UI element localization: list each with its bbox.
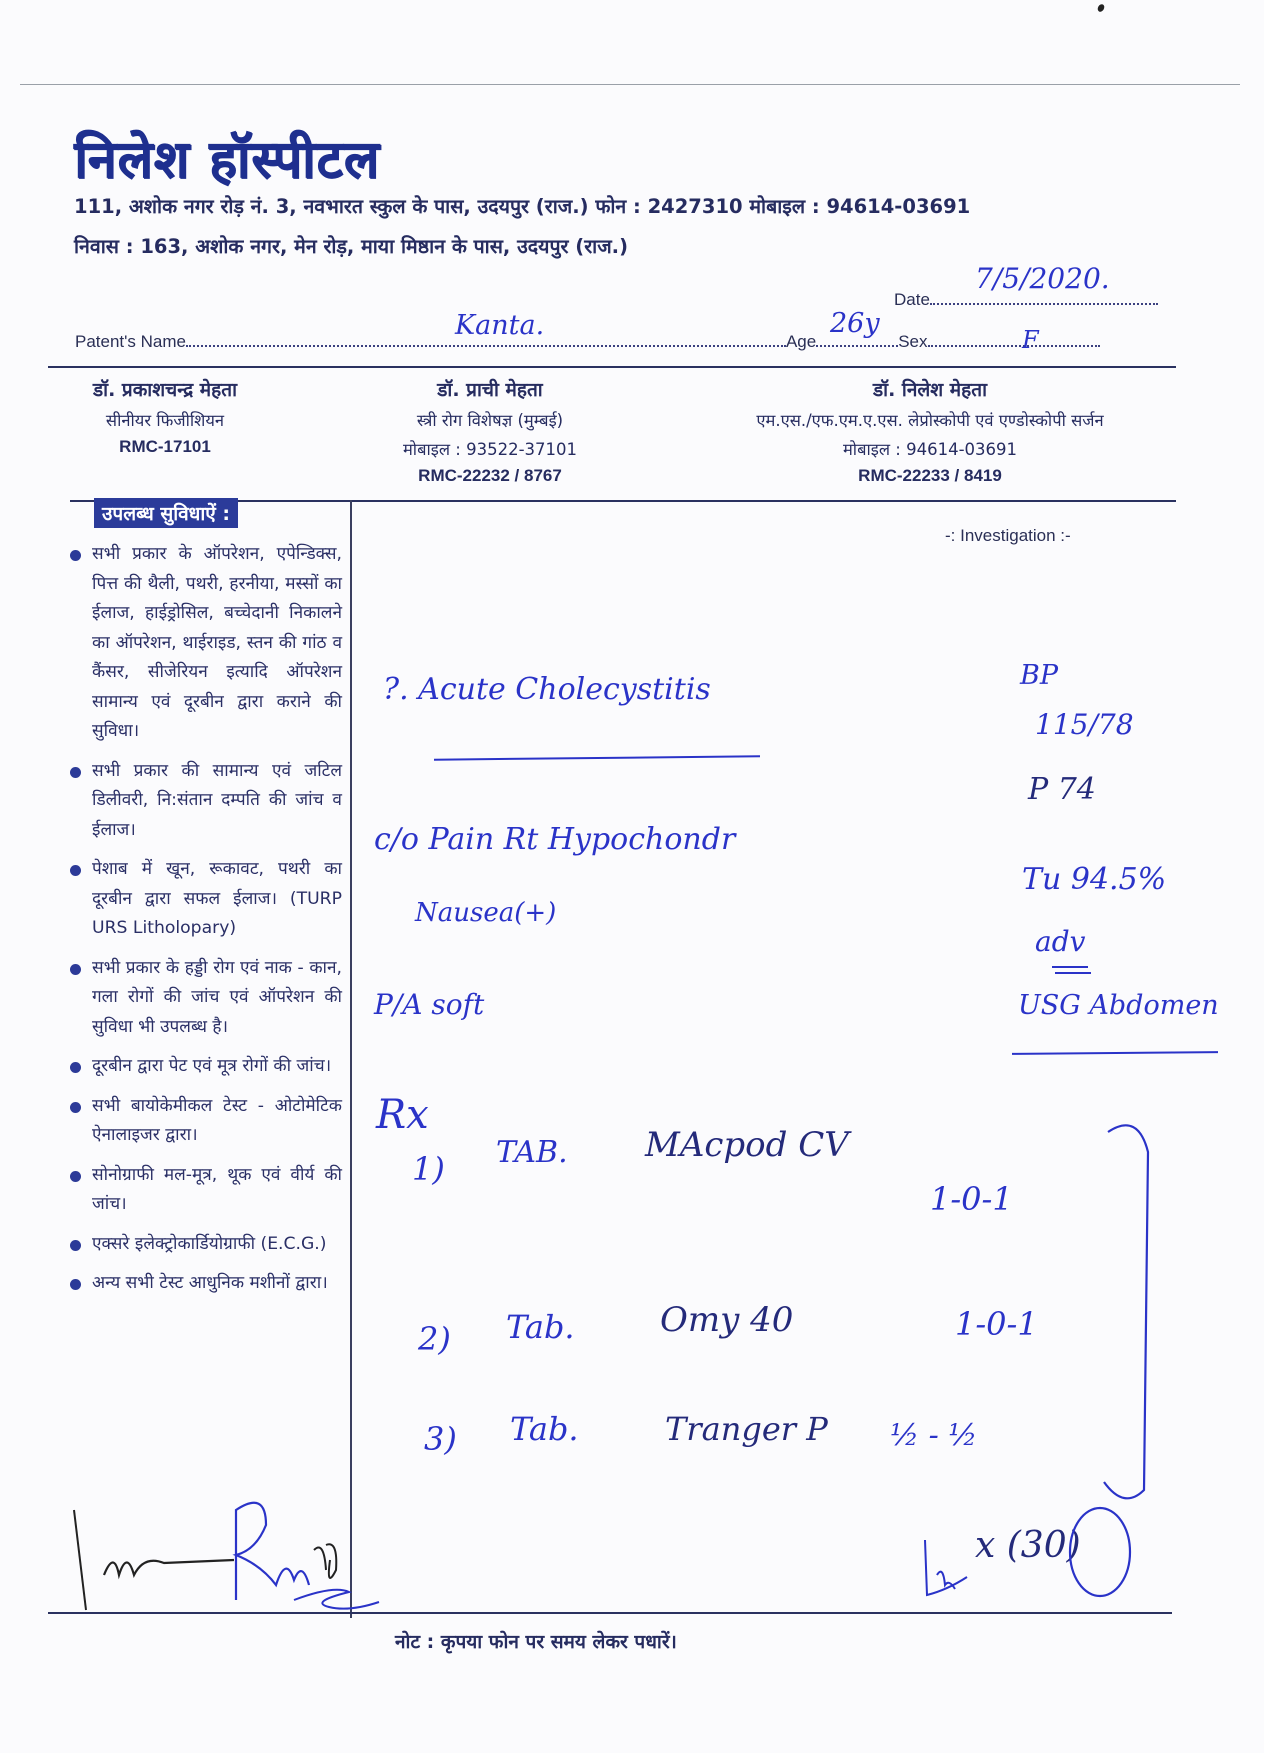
footer-divider — [48, 1612, 1172, 1614]
residence-address: निवास : 163, अशोक नगर, मेन रोड़, माया मिष्ठान के पास, उदयपुर (राज.) — [74, 235, 629, 258]
bullet-icon — [70, 1240, 81, 1251]
age-label: Age — [785, 332, 817, 351]
doctor-title: स्त्री रोग विशेषज्ञ (मुम्बई) — [416, 411, 564, 430]
rx-item-form: Tab. — [506, 1308, 575, 1346]
footer-note: नोट : कृपया फोन पर समय लेकर पधारें। — [395, 1631, 677, 1653]
facility-item: सभी बायोकेमीकल टेस्ट - ओटोमेटिक ऐनालाइजर द्वारा। — [66, 1092, 342, 1151]
ink-dot — [1096, 3, 1105, 13]
hospital-name: निलेश हॉस्पीटल — [74, 130, 380, 190]
sex-value: F — [1022, 326, 1039, 354]
doctor-signature — [64, 1490, 384, 1620]
advice-text: USG Abdomen — [1018, 990, 1219, 1021]
rx-item-form: Tab. — [510, 1410, 579, 1448]
doctor-block-3 — [700, 376, 1160, 486]
advice-label: adv — [1035, 925, 1086, 958]
vital-spo2: Tu 94.5% — [1022, 862, 1167, 897]
doctor-rmc: RMC-22232 / 8767 — [418, 466, 562, 485]
age-value: 26y — [830, 308, 880, 339]
facilities-heading: उपलब्ध सुविधाऐं : — [94, 498, 238, 528]
doctor-name: डॉ. निलेश मेहता — [872, 379, 987, 401]
bullet-icon — [70, 1062, 81, 1073]
rx-item-form: TAB. — [496, 1135, 568, 1170]
date-label: Date — [894, 290, 930, 309]
bullet-icon — [70, 550, 81, 561]
patient-label: Patent's Name — [75, 332, 186, 351]
rx-item-drug: Omy 40 — [660, 1300, 794, 1340]
hospital-address: 111, अशोक नगर रोड़ नं. 3, नवभारत स्कुल के पास, उदयपुर (राज.) फोन : 2427310 मोबाइल : 94614-03691 — [74, 195, 971, 218]
doctor-rmc: RMC-22233 / 8419 — [858, 466, 1002, 485]
bullet-icon — [70, 964, 81, 975]
vital-pulse: P 74 — [1028, 772, 1096, 807]
duration-circle — [1050, 1500, 1160, 1610]
doctor-name: डॉ. प्राची मेहता — [437, 379, 543, 401]
advice-underline-2 — [1055, 972, 1091, 974]
column-divider — [350, 500, 352, 1618]
paper-top-edge — [20, 84, 1240, 85]
facility-item: पेशाब में खून, रूकावट, पथरी का दूरबीन द्वारा सफल ईलाज। (TURP URS Litholopary) — [66, 855, 342, 944]
doctor-title: एम.एस./एफ.एम.ए.एस. लेप्रोस्कोपी एवं एण्डोस्कोपी सर्जन — [756, 411, 1104, 430]
rx-item-number: 2) — [418, 1320, 451, 1358]
facility-item: सभी प्रकार के ऑपरेशन, एपेन्डिक्स, पित्त की थैली, पथरी, हरनीया, मस्सों का ईलाज, हाईड्रोसिल, बच्चेदानी निकालने का ऑपरेशन, थाईराइड, स्तन की गांठ व कैंसर, सीजेरियन इत्यादि ऑपरेशन सामान्य एवं दूरबीन द्वारा कराने की सुविधा। — [66, 540, 342, 747]
sex-label: Sex — [898, 332, 928, 351]
investigation-heading: -: Investigation :- — [945, 526, 1071, 545]
facilities-list — [66, 540, 342, 1309]
rx-item-number: 1) — [412, 1150, 445, 1188]
rx-symbol: Rx — [376, 1092, 429, 1138]
facility-item: एक्सरे इलेक्ट्रोकार्डियोग्राफी (E.C.G.) — [66, 1230, 342, 1260]
complaint-text: c/o Pain Rt Hypochondr — [374, 822, 736, 857]
date-value: 7/5/2020. — [975, 262, 1110, 295]
advice-underline — [1012, 1051, 1218, 1055]
rx-item-drug: Tranger P — [665, 1410, 828, 1448]
facility-item: सभी प्रकार की सामान्य एवं जटिल डिलीवरी, नि:संतान दम्पति की जांच व ईलाज। — [66, 757, 342, 846]
facility-item: सोनोग्राफी मल-मूत्र, थूक एवं वीर्य की जांच। — [66, 1161, 342, 1220]
facility-item: दूरबीन द्वारा पेट एवं मूत्र रोगों की जांच। — [66, 1052, 342, 1082]
bullet-icon — [70, 865, 81, 876]
bullet-icon — [70, 1279, 81, 1290]
patient-row — [75, 332, 1100, 352]
doctor-block-2 — [360, 376, 620, 486]
bullet-icon — [70, 767, 81, 778]
doctor-rmc: RMC-17101 — [119, 437, 211, 456]
header-divider — [48, 366, 1176, 368]
rx-item-dose: 1-0-1 — [955, 1305, 1038, 1343]
vital-bp-value: 115/78 — [1035, 708, 1134, 741]
diagnosis-text: ?. Acute Cholecystitis — [383, 672, 711, 707]
advice-underline-1 — [1052, 966, 1088, 968]
rx-item-dose: ½ - ½ — [890, 1418, 978, 1453]
rx-item-number: 3) — [424, 1420, 457, 1458]
doctor-mobile: मोबाइल : 94614-03691 — [842, 440, 1018, 459]
bracket-mark — [1100, 1120, 1160, 1520]
vital-bp-label: BP — [1020, 660, 1059, 691]
duration-text: x (30) — [975, 1525, 1081, 1566]
diagnosis-underline — [434, 755, 760, 760]
doctor-mobile: मोबाइल : 93522-37101 — [402, 440, 578, 459]
pa-text: P/A soft — [374, 988, 485, 1021]
facility-item: अन्य सभी टेस्ट आधुनिक मशीनों द्वारा। — [66, 1269, 342, 1299]
rx-item-drug: MAcpod CV — [645, 1125, 849, 1165]
rx-item-dose: 1-0-1 — [930, 1180, 1013, 1218]
nausea-text: Nausea(+) — [415, 898, 557, 928]
initials-mark — [915, 1535, 975, 1605]
doctor-title: सीनीयर फिजीशियन — [105, 411, 225, 430]
doctor-name: डॉ. प्रकाशचन्द्र मेहता — [92, 379, 237, 401]
bullet-icon — [70, 1102, 81, 1113]
facility-item: सभी प्रकार के हड्डी रोग एवं नाक - कान, गला रोगों की जांच एवं ऑपरेशन की सुविधा भी उपलब्ध है। — [66, 954, 342, 1043]
doctor-block-1 — [58, 376, 272, 457]
patient-name-value: Kanta. — [455, 310, 545, 341]
bullet-icon — [70, 1171, 81, 1182]
